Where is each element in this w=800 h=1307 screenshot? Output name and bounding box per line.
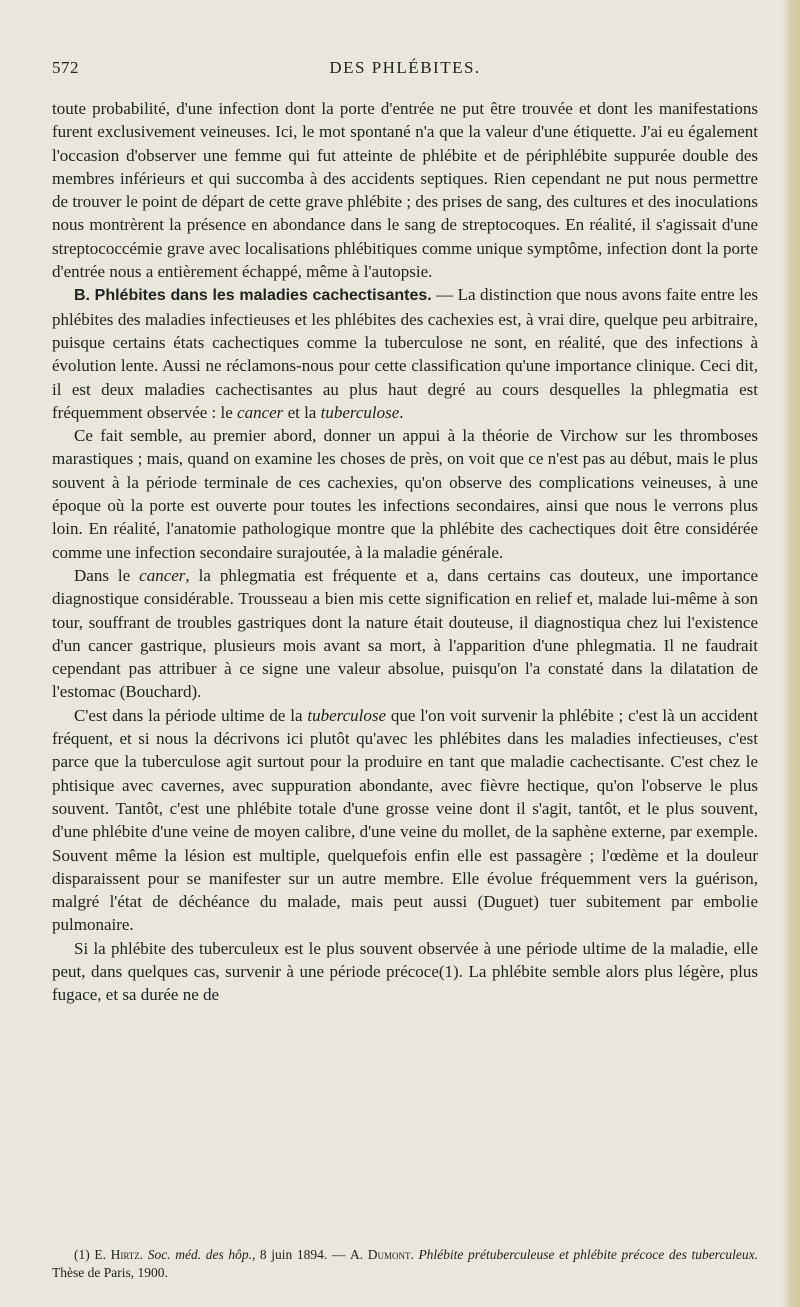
paragraph-2-text-c: . (399, 402, 404, 422)
footnote-author-2: A. Dumont. (349, 1247, 414, 1262)
page-number: 572 (52, 58, 79, 77)
footnote-journal: Soc. méd. des hôp. (147, 1247, 252, 1262)
paragraph-4 (52, 564, 758, 704)
paragraph-2 (52, 283, 758, 424)
term-tuberculose-2: tuberculose (307, 705, 387, 725)
page-edge (782, 0, 800, 1307)
section-heading: B. Phlébites dans les maladies cachectisantes. (74, 287, 432, 305)
paragraph-6-text-a: Si la phlébite des tuberculeux est le plus souvent observée à une période ultime de la maladie, elle peut, dans quelques cas, survenir à une période précoce (52, 938, 758, 981)
running-title: DES PHLÉBITES. (329, 58, 481, 77)
paragraph-2-text-b: et la (283, 402, 321, 422)
footnote-ref2-b: Thèse de Paris, 1900. (52, 1265, 168, 1280)
footnote-1 (52, 1246, 758, 1282)
paragraph-5 (52, 704, 758, 937)
paragraph-6-text-b: . La phlébite semble alors plus légère, plus fugace, et sa durée ne de (52, 961, 758, 1005)
paragraph-1: toute probabilité, d'une infection dont la porte d'entrée ne put être trouvée et dont les manifestations furent exclusivement veineuses. Ici, le mot spontané n'a que la valeur d'une étiquette. J'ai eu également l'occasion d'observer une femme qui fut atteinte de phlébite et de périphlébite suppurée double des membres inférieurs et qui succomba à des accidents septiques. Rien cependant ne put nous permettre de trouver le point de départ de cette grave phlébite ; des prises de sang, des cultures et des inoculations nous montrèrent la présence en abondance dans le sang de streptocoques. En réalité, il s'agissait d'une streptococcémie grave avec localisations phlébitiques comme unique symptôme, infection dont la porte d'entrée nous a entièrement échappé, même à l'autopsie. (52, 99, 758, 282)
paragraph-5-text-b: que l'on voit survenir la phlébite ; c'est là un accident fréquent, et si nous la décrivons ici plutôt qu'avec les phlébites dans les maladies infectieuses, c'est parce que la tuberculose agit surtout pour la produire en tant que maladie cachectisante. C'est chez le phtisique avec cavernes, avec suppuration abondante, avec fièvre hectique, qu'on l'observe le plus souvent. Tantôt, c'est une phlébite totale d'une grosse veine dont il s'agit, tantôt, et le plus souvent, d'une phlébite d'une veine de moyen calibre, d'une veine du mollet, de la saphène externe, par exemple. Souvent même la lésion est multiple, quelquefois enfin elle est passagère ; l'œdème et la douleur disparaissent pour se manifester sur un autre membre. Elle évolue fréquemment vers la guérison, malgré l'état de déchéance du malade, mais peut aussi (Duguet) tuer subitement par embolie pulmonaire. (52, 705, 758, 935)
term-cancer-2: cancer (139, 565, 186, 585)
paragraph-3: Ce fait semble, au premier abord, donner un appui à la théorie de Virchow sur les thromboses marastiques ; mais, quand on examine les choses de près, on voit que ce n'est pas au début, mais le plus souvent à la période terminale de ces cachexies, qu'on observe des complications veineuses, à une époque où la porte est ouverte pour toutes les infections secondaires, ainsi que nous le verrons plus loin. En réalité, l'anatomie pathologique montre que la phlébite des cachectiques doit être considérée comme une infection secondaire surajoutée, à la maladie générale. (52, 426, 758, 562)
footnote-author-1: E. Hirtz. (94, 1247, 144, 1262)
footnote-reference[interactable]: (1) (438, 961, 459, 981)
footnote-ref1-b: , 8 juin 1894. — (251, 1247, 350, 1262)
paragraph-4-text-b: , la phlegmatia est fréquente et a, dans certains cas douteux, une importance diagnostique considérable. Trousseau a bien mis cette signification en relief et, malade lui-même à son tour, souffrant de troubles gastriques dont la nature était douteuse, il diagnostiqua chez lui l'existence d'un cancer gastrique, plusieurs mois avant sa mort, à l'apparition d'une phlegmatia. Il ne faudrait cependant pas attribuer à ce signe une valeur absolue, puisqu'on l'a constaté dans la dilatation de l'estomac (Bouchard). (52, 565, 758, 702)
footnote-marker: (1) (74, 1247, 90, 1262)
body-text (52, 97, 758, 1007)
paragraph-4-text-a: Dans le (74, 565, 140, 585)
footnotes (52, 1246, 758, 1282)
paragraph-2-text-a: — La distinction que nous avons faite entre les phlébites des maladies infectieuses et les phlébites des cachexies est, à vrai dire, quelque peu arbitraire, puisque certains états cachectiques comme la tuberculose ne sont, en réalité, que des infections à évolution lente. Aussi ne réclamons-nous pour cette classification qu'une importance clinique. Ceci dit, il est deux maladies cachectisantes au plus haut degré au cours desquelles la phlegmatia est fréquemment observée : le (52, 285, 758, 422)
term-cancer: cancer (237, 402, 284, 422)
page-header (52, 58, 758, 84)
paragraph-6 (52, 937, 758, 1007)
footnote-thesis-title: Phlébite prétuberculeuse et phlébite précoce des tuberculeux. (418, 1247, 759, 1262)
paragraph-5-text-a: C'est dans la période ultime de la (74, 705, 308, 725)
term-tuberculose: tuberculose (320, 402, 400, 422)
